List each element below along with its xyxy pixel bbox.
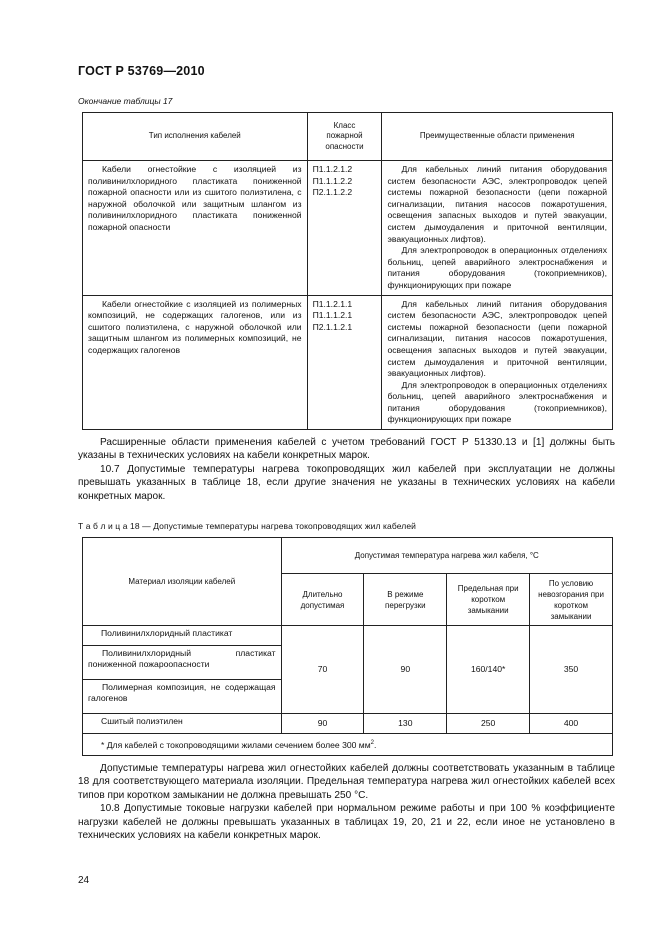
table-row: [83, 626, 613, 646]
cell-overload: 130: [364, 714, 447, 734]
fire-class-value: П1.1.1.2.1: [312, 310, 353, 321]
table-footnote-row: [83, 734, 613, 756]
col-header-class-l3: опасности: [325, 141, 364, 151]
paragraph: 10.7 Допустимые температуры нагрева токопроводящих жил кабелей при эксплуатации не должны превышать указанных в таблице 18, если другие значения не указаны в технических условиях на кабели конкретных марок.: [78, 463, 615, 502]
footnote-end: .: [373, 739, 377, 750]
document-header: ГОСТ Р 53769—2010: [78, 64, 205, 78]
col-header-nonignition: По условию невозгорания при коротком замыкании: [530, 574, 613, 626]
cell-long: 90: [281, 714, 364, 734]
col-header-areas: Преимущественные области применения: [382, 113, 613, 161]
table-row: [83, 295, 613, 430]
paragraph: 10.8 Допустимые токовые нагрузки кабелей при нормальном режиме работы и при 100 % коэффициенте нагрузки кабелей не должны превышать указанных в таблицах 19, 20, 21 и 22, если иное не установлено в технических условиях на кабели конкретных марок.: [78, 803, 615, 842]
cell-application: [382, 161, 613, 296]
table-footnote: [83, 734, 613, 756]
cell-material: Поливинилхлоридный пластикат: [83, 626, 282, 646]
body-text-1: [78, 436, 615, 503]
table-row: [83, 161, 613, 296]
table-18: [82, 537, 613, 756]
cell-material: Полимерная композиция, не содержащая галогенов: [83, 680, 282, 714]
table-header-row: [83, 538, 613, 574]
cell-cable-type: Кабели огнестойкие с изоляцией из полимерных композиций, не содержащих галогенов, или из сшитого полиэтилена, с наружной оболочкой или защитным шлангом из полимерных композиций, не содержащих галогенов: [83, 295, 308, 430]
cell-overload: 90: [364, 626, 447, 714]
cell-nonignition: 350: [530, 626, 613, 714]
application-paragraph: Для кабельных линий питания оборудования систем безопасности АЭС, электропроводок цепей системы пожарной безопасности (цепи пожарной сигнализации, питания насосов пожаротушения, освещения запасных выходов и путей эвакуации, систем дымоудаления и приточной вентиляции, эвакуационных лифтов).: [387, 298, 607, 379]
page-number: 24: [78, 875, 90, 886]
cell-fire-class: [307, 161, 382, 296]
table-17: [82, 112, 613, 430]
footnote-superscript: 2: [370, 739, 374, 746]
table-header-row: [83, 113, 613, 161]
cell-short-circuit: 250: [447, 714, 530, 734]
cell-application: [382, 295, 613, 430]
cell-long: 70: [281, 626, 364, 714]
footnote-text: * Для кабелей с токопроводящими жилами сечением более 300 мм: [101, 739, 371, 750]
application-paragraph: Для кабельных линий питания оборудования систем безопасности АЭС, электропроводок цепей системы пожарной безопасности (цепи пожарной сигнализации, питания насосов пожаротушения, освещения запасных выходов и путей эвакуации, систем дымоудаления и приточной вентиляции, эвакуационных лифтов).: [387, 164, 607, 244]
col-header-temperature: Допустимая температура нагрева жил кабеля, °С: [281, 538, 612, 574]
cell-short-circuit: 160/140*: [447, 626, 530, 714]
application-paragraph: Для электропроводок в операционных отделениях больниц, цепей аварийного электроснабжения и питания оборудования (токоприемников), функционирующих при пожаре: [387, 245, 607, 290]
table18-caption: Т а б л и ц а 18 — Допустимые температуры нагрева токопроводящих жил кабелей: [78, 521, 417, 531]
cell-material: Поливинилхлоридный пластикат пониженной пожароопасности: [83, 646, 282, 680]
paragraph: Допустимые температуры нагрева жил огнестойких кабелей должны соответствовать указанным в таблице 18 для соответствующего материала изоляции. Предельная температура нагрева жил огнестойких кабелей всех типов при коротком замыкании не должна превышать 250 °С.: [78, 763, 615, 801]
body-text-2: [78, 762, 615, 842]
col-header-long: Длительно допустимая: [281, 574, 364, 626]
paragraph: Расширенные области применения кабелей с учетом требований ГОСТ Р 51330.13 и [1] должны быть указаны в технических условиях на кабели конкретных марок.: [78, 437, 615, 462]
application-paragraph: Для электропроводок в операционных отделениях больниц, цепей аварийного электроснабжения и питания оборудования (токоприемников), функционирующих при пожаре: [387, 379, 607, 425]
col-header-type: Тип исполнения кабелей: [83, 113, 308, 161]
fire-class-value: П1.1.2.1.1: [312, 298, 353, 309]
cell-cable-type: Кабели огнестойкие с изоляцией из поливинилхлоридного пластиката пониженной пожарной опасности или из сшитого полиэтилена, с наружной оболочкой или защитным шлангом из поливинилхлоридного пластиката пониженной пожарной опасности: [83, 161, 308, 296]
col-header-class: [307, 113, 382, 161]
col-header-class-l1: Класс: [333, 120, 356, 130]
col-header-overload: В режиме перегрузки: [364, 574, 447, 626]
cell-fire-class: [307, 295, 382, 430]
table17-caption: Окончание таблицы 17: [78, 96, 173, 106]
col-header-material: Материал изоляции кабелей: [83, 538, 282, 626]
fire-class-value: П2.1.1.2.1: [312, 321, 353, 332]
col-header-short-circuit: Предельная при коротком замыкании: [447, 574, 530, 626]
col-header-class-l2: пожарной: [326, 131, 363, 141]
cell-nonignition: 400: [530, 714, 613, 734]
fire-class-value: П2.1.1.2.2: [312, 187, 353, 198]
fire-class-value: П1.1.2.1.2: [312, 164, 353, 174]
table-row: [83, 714, 613, 734]
fire-class-value: П1.1.1.2.2: [312, 175, 353, 186]
cell-material: Сшитый полиэтилен: [83, 714, 282, 734]
